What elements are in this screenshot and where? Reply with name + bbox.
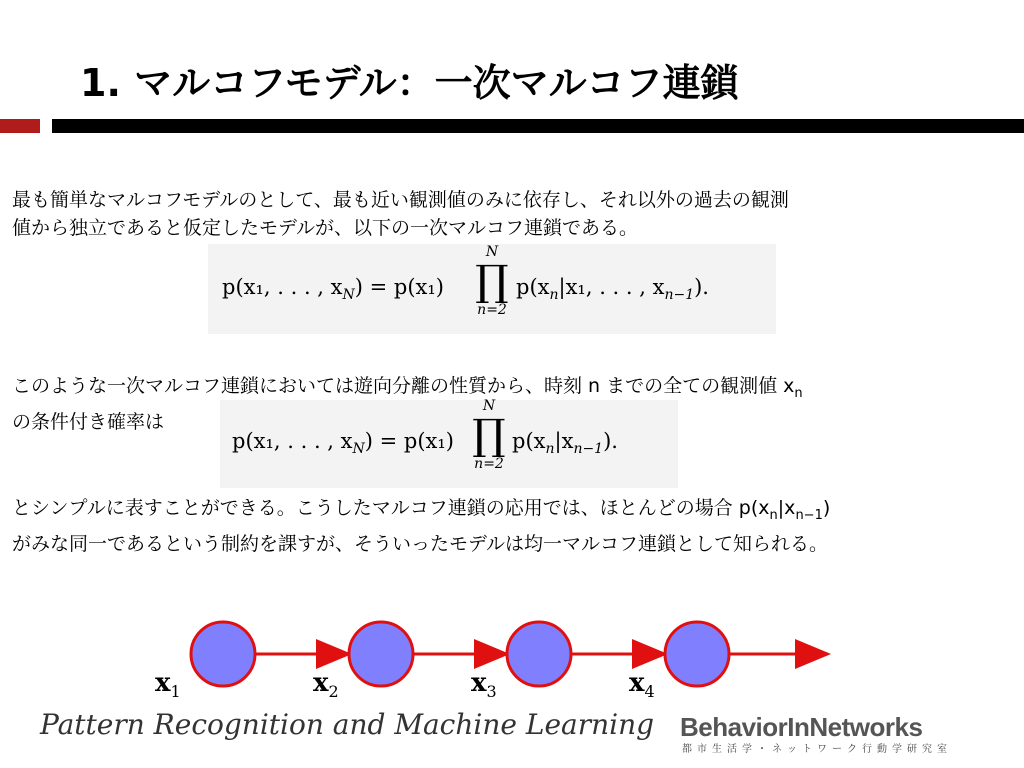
node-x2 [349, 622, 413, 686]
lab-name-subtitle: 都市生活学・ネットワーク行動学研究室 [682, 744, 952, 755]
eq2-lhs-sub: N [352, 441, 365, 458]
eq1-mid: ) = p(x₁) [354, 275, 444, 299]
node-x4 [665, 622, 729, 686]
eq2-lhs: p(x₁, . . . , x [232, 429, 353, 453]
eq1-rhs2-sub: n−1 [664, 287, 695, 304]
eq1-lhs: p(x₁, . . . , x [222, 275, 343, 299]
equation-joint-general-right [516, 275, 709, 303]
eq2-rhs3: ). [603, 429, 618, 453]
paragraph-intro [12, 186, 789, 242]
footer-left-text: Pattern Recognition and Machine Learning [40, 708, 655, 741]
paragraph-intro-line2: 値から独立であると仮定したモデルが、以下の一次マルコフ連鎖である。 [12, 217, 639, 239]
eq2-prod-lower: n=2 [474, 456, 504, 472]
node-label-main: x [471, 668, 487, 698]
node-label-main: x [155, 668, 171, 698]
equation-joint-general-product [472, 244, 512, 318]
node-label-x2 [313, 668, 339, 701]
paragraph-conditional-line1-sub: n [794, 385, 803, 401]
paragraph-homogeneous-sub1: n [769, 507, 778, 523]
equation-joint-first-order-right [512, 429, 618, 457]
eq2-prod-upper: N [482, 398, 496, 414]
paragraph-homogeneous [12, 494, 830, 558]
node-label-main: x [313, 668, 329, 698]
markov-chain-diagram [0, 600, 1024, 710]
paragraph-homogeneous-line1-text: とシンプルに表すことができる。こうしたマルコフ連鎖の応用では、ほとんどの場合 p(x [12, 497, 770, 519]
slide-title: 1. マルコフモデル：一次マルコフ連鎖 [80, 61, 739, 105]
eq1-rhs2: |x₁, . . . , x [558, 275, 665, 299]
product-symbol: ∏ [475, 256, 509, 305]
eq2-mid: ) = p(x₁) [364, 429, 454, 453]
paragraph-homogeneous-mid: |x [777, 497, 796, 519]
equation-joint-general-left [222, 275, 444, 303]
eq1-prod-upper: N [485, 244, 499, 260]
behavior-in-networks-logo: BehaviorInNetworks [680, 712, 923, 742]
node-label-main: x [629, 668, 645, 698]
node-label-x4 [629, 668, 655, 701]
node-label-x3 [471, 668, 497, 701]
node-x3 [507, 622, 571, 686]
title-accent-bar [0, 119, 40, 133]
eq1-prod-lower: n=2 [477, 302, 507, 318]
eq2-rhs2: |x [554, 429, 574, 453]
eq1-rhs3: ). [694, 275, 709, 299]
product-symbol-2: ∏ [472, 410, 506, 459]
eq1-rhs-sub: n [549, 287, 559, 304]
eq2-rhs2-sub: n−1 [573, 441, 604, 458]
equation-joint-first-order-product [469, 398, 509, 472]
eq1-lhs-sub: N [342, 287, 355, 304]
node-label-sub: 2 [328, 682, 339, 702]
eq2-rhs-sub: n [545, 441, 555, 458]
eq1-rhs: p(x [516, 275, 550, 299]
node-label-sub: 3 [486, 682, 497, 702]
eq2-rhs: p(x [512, 429, 546, 453]
title-rule-bar [52, 119, 1024, 133]
equation-joint-first-order-left [232, 429, 454, 457]
node-label-sub: 1 [170, 682, 181, 702]
paragraph-conditional-line2: の条件付き確率は [12, 410, 165, 433]
paragraph-conditional-line1-text: このような一次マルコフ連鎖においては遊向分離の性質から、時刻 n までの全ての観測値 x [12, 375, 795, 397]
node-x1 [191, 622, 255, 686]
node-label-sub: 4 [644, 682, 655, 702]
paragraph-homogeneous-sub2: n−1 [795, 507, 823, 523]
paragraph-intro-line1: 最も簡単なマルコフモデルのとして、最も近い観測値のみに依存し、それ以外の過去の観測 [12, 189, 789, 211]
paragraph-homogeneous-line2: がみな同一であるという制約を課すが、そういったモデルは均一マルコフ連鎖として知られる。 [12, 532, 829, 555]
paragraph-homogeneous-line1 [12, 494, 830, 530]
paragraph-homogeneous-end: ) [822, 497, 831, 519]
pattern-recognition-logo [40, 708, 654, 741]
node-label-x1 [155, 668, 181, 701]
